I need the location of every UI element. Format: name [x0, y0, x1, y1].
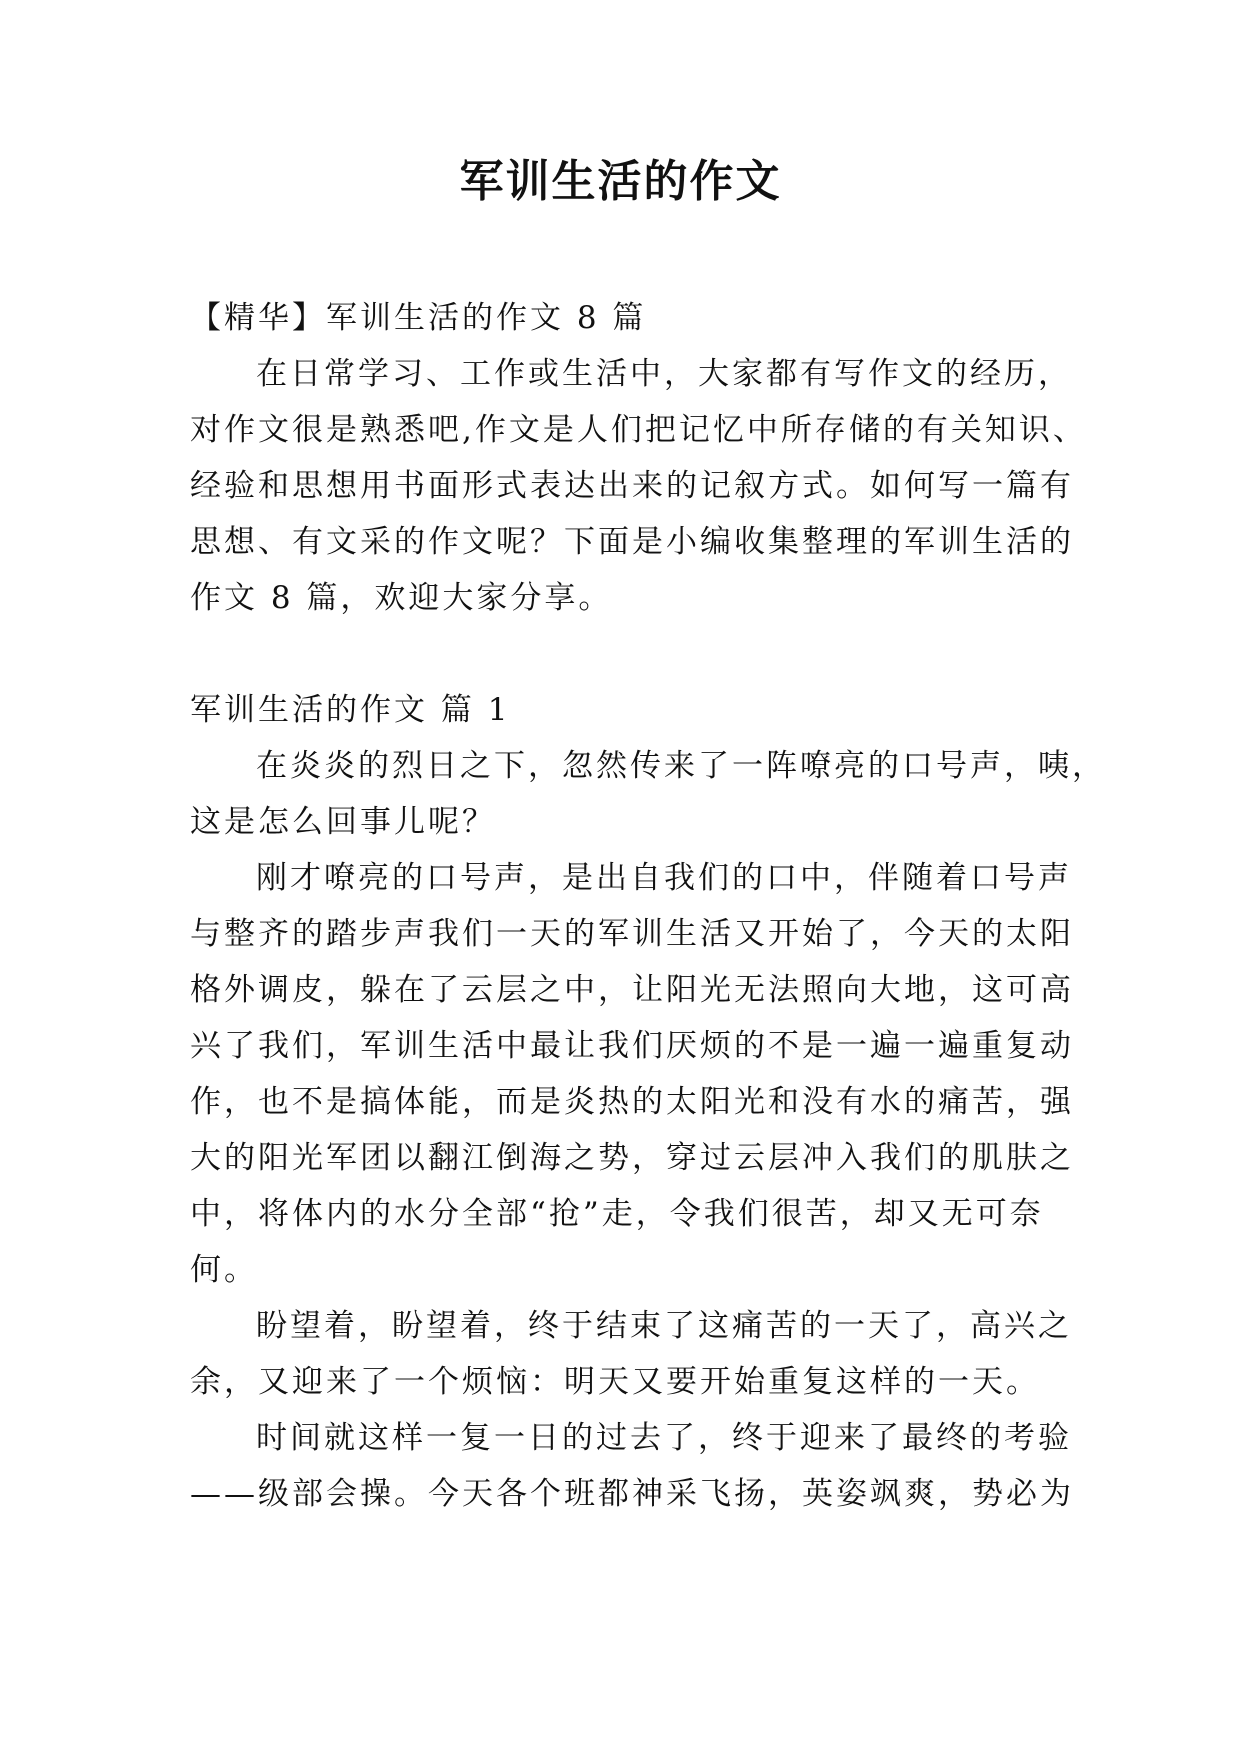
- body-line: 兴了我们，军训生活中最让我们厌烦的不是一遍一遍重复动: [190, 1028, 1074, 1064]
- document-subtitle: 【精华】军训生活的作文 8 篇: [190, 300, 647, 336]
- document-title: 军训生活的作文: [459, 156, 782, 207]
- body-paragraph: [190, 1410, 1074, 1522]
- body-line: 大的阳光军团以翻江倒海之势，穿过云层冲入我们的肌肤之: [190, 1140, 1074, 1176]
- body-line: ——级部会操。今天各个班都神采飞扬，英姿飒爽，势必为: [190, 1476, 1074, 1512]
- body-paragraph: [190, 850, 1074, 1298]
- intro-line: 作文 8 篇，欢迎大家分享。: [190, 580, 613, 616]
- intro-line: 思想、有文采的作文呢？下面是小编收集整理的军训生活的: [190, 524, 1074, 560]
- body-line: 中，将体内的水分全部“抢”走，令我们很苦，却又无可奈: [190, 1196, 1044, 1232]
- intro-paragraph: [190, 346, 1087, 626]
- body-line: 刚才嘹亮的口号声，是出自我们的口中，伴随着口号声: [256, 860, 1072, 896]
- document-body: [190, 290, 1106, 1522]
- body-line: 盼望着，盼望着，终于结束了这痛苦的一天了，高兴之: [256, 1308, 1072, 1344]
- body-line: 时间就这样一复一日的过去了，终于迎来了最终的考验: [256, 1420, 1072, 1456]
- section-heading: 军训生活的作文 篇 1: [190, 692, 511, 728]
- body-line: 在炎炎的烈日之下，忽然传来了一阵嘹亮的口号声，咦，: [256, 748, 1106, 784]
- intro-line: 对作文很是熟悉吧,作文是人们把记忆中所存储的有关知识、: [190, 412, 1087, 448]
- body-line: 余，又迎来了一个烦恼：明天又要开始重复这样的一天。: [190, 1364, 1040, 1400]
- body-paragraph: [190, 1298, 1072, 1410]
- body-paragraph: [190, 738, 1106, 850]
- intro-line: 在日常学习、工作或生活中，大家都有写作文的经历，: [256, 356, 1072, 392]
- body-line: 与整齐的踏步声我们一天的军训生活又开始了，今天的太阳: [190, 916, 1074, 952]
- body-line: 作，也不是搞体能，而是炎热的太阳光和没有水的痛苦，强: [190, 1084, 1074, 1120]
- body-line: 何。: [190, 1252, 258, 1288]
- body-line: 格外调皮，躲在了云层之中，让阳光无法照向大地，这可高: [190, 972, 1074, 1008]
- body-line: 这是怎么回事儿呢？: [190, 804, 496, 840]
- intro-line: 经验和思想用书面形式表达出来的记叙方式。如何写一篇有: [190, 468, 1074, 504]
